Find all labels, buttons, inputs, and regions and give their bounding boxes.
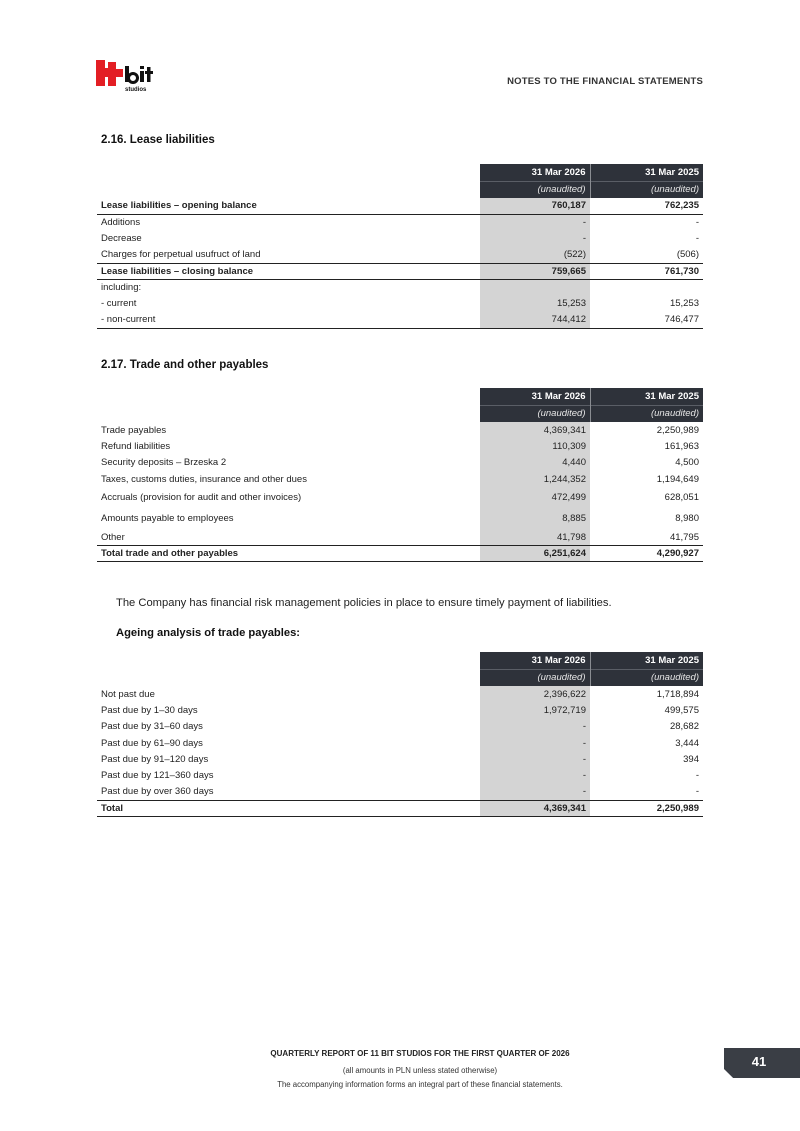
column-sub-2026: (unaudited) — [480, 181, 590, 198]
footer-note-amounts: (all amounts in PLN unless stated otherwise) — [342, 1066, 498, 1075]
table-row: - non-current 744,412 746,477 — [97, 312, 703, 328]
payables-section-title: 2.17. Trade and other payables — [101, 359, 269, 371]
table-header-row — [97, 388, 703, 405]
lease-table — [97, 164, 703, 329]
table-row: Additions - - — [97, 214, 703, 230]
column-header-2025: 31 Mar 2025 — [590, 652, 703, 669]
column-sub-2025: (unaudited) — [590, 669, 703, 686]
column-header-2025: 31 Mar 2025 — [590, 388, 703, 405]
column-sub-2026: (unaudited) — [480, 405, 590, 422]
table-subheader-row — [97, 181, 703, 198]
table-row: Decrease - - — [97, 231, 703, 247]
table-row: Refund liabilities 110,309 161,963 — [97, 438, 703, 454]
column-sub-2026: (unaudited) — [480, 669, 590, 686]
footer-note-integral: The accompanying information forms an integral part of these financial statements. — [277, 1080, 563, 1089]
header-section-label: NOTES TO THE FINANCIAL STATEMENTS — [507, 76, 703, 87]
ageing-heading: Ageing analysis of trade payables: — [116, 627, 301, 639]
table-header-row — [97, 652, 703, 669]
table-row: Taxes, customs duties, insurance and other dues 1,244,352 1,194,649 — [97, 471, 703, 487]
table-row: Total 4,369,341 2,250,989 — [97, 800, 703, 816]
table-row: Past due by 121–360 days - - — [97, 767, 703, 783]
table-subheader-row — [97, 405, 703, 422]
table-row: Not past due 2,396,622 1,718,894 — [97, 686, 703, 702]
footer-report-title: QUARTERLY REPORT OF 11 BIT STUDIOS FOR THE FIRST QUARTER OF 2026 — [270, 1049, 570, 1058]
risk-policy-paragraph: The Company has financial risk management policies in place to ensure timely payment of liabilities. — [116, 597, 612, 609]
table-row: Past due by 1–30 days 1,972,719 499,575 — [97, 702, 703, 718]
payables-table — [97, 388, 703, 562]
table-row: Security deposits – Brzeska 2 4,440 4,500 — [97, 455, 703, 471]
table-row: Past due by 61–90 days - 3,444 — [97, 735, 703, 751]
table-row: Past due by 31–60 days - 28,682 — [97, 719, 703, 735]
table-row: including: — [97, 279, 703, 295]
table-row: Amounts payable to employees 8,885 8,980 — [97, 508, 703, 529]
table-row: Trade payables 4,369,341 2,250,989 — [97, 422, 703, 438]
company-logo — [96, 60, 160, 94]
table-row: Past due by over 360 days - - — [97, 784, 703, 800]
table-row: Charges for perpetual usufruct of land (522) (506) — [97, 247, 703, 263]
column-sub-2025: (unaudited) — [590, 181, 703, 198]
column-header-2026: 31 Mar 2026 — [480, 388, 590, 405]
table-row: Past due by 91–120 days - 394 — [97, 751, 703, 767]
table-row: Other 41,798 41,795 — [97, 529, 703, 545]
table-row: Accruals (provision for audit and other invoices) 472,499 628,051 — [97, 487, 703, 508]
svg-text:studios: studios — [125, 87, 147, 93]
table-row: Total trade and other payables 6,251,624 4,290,927 — [97, 545, 703, 561]
table-row: Lease liabilities – opening balance 760,187 762,235 — [97, 198, 703, 214]
column-sub-2025: (unaudited) — [590, 405, 703, 422]
column-header-2025: 31 Mar 2025 — [590, 164, 703, 181]
table-header-row — [97, 164, 703, 181]
table-subheader-row — [97, 669, 703, 686]
ageing-table — [97, 652, 703, 817]
column-header-2026: 31 Mar 2026 — [480, 164, 590, 181]
page-number: 41 — [751, 1054, 767, 1069]
lease-section-title: 2.16. Lease liabilities — [101, 134, 215, 146]
column-header-2026: 31 Mar 2026 — [480, 652, 590, 669]
table-row: Lease liabilities – closing balance 759,665 761,730 — [97, 263, 703, 279]
table-row: - current 15,253 15,253 — [97, 296, 703, 312]
